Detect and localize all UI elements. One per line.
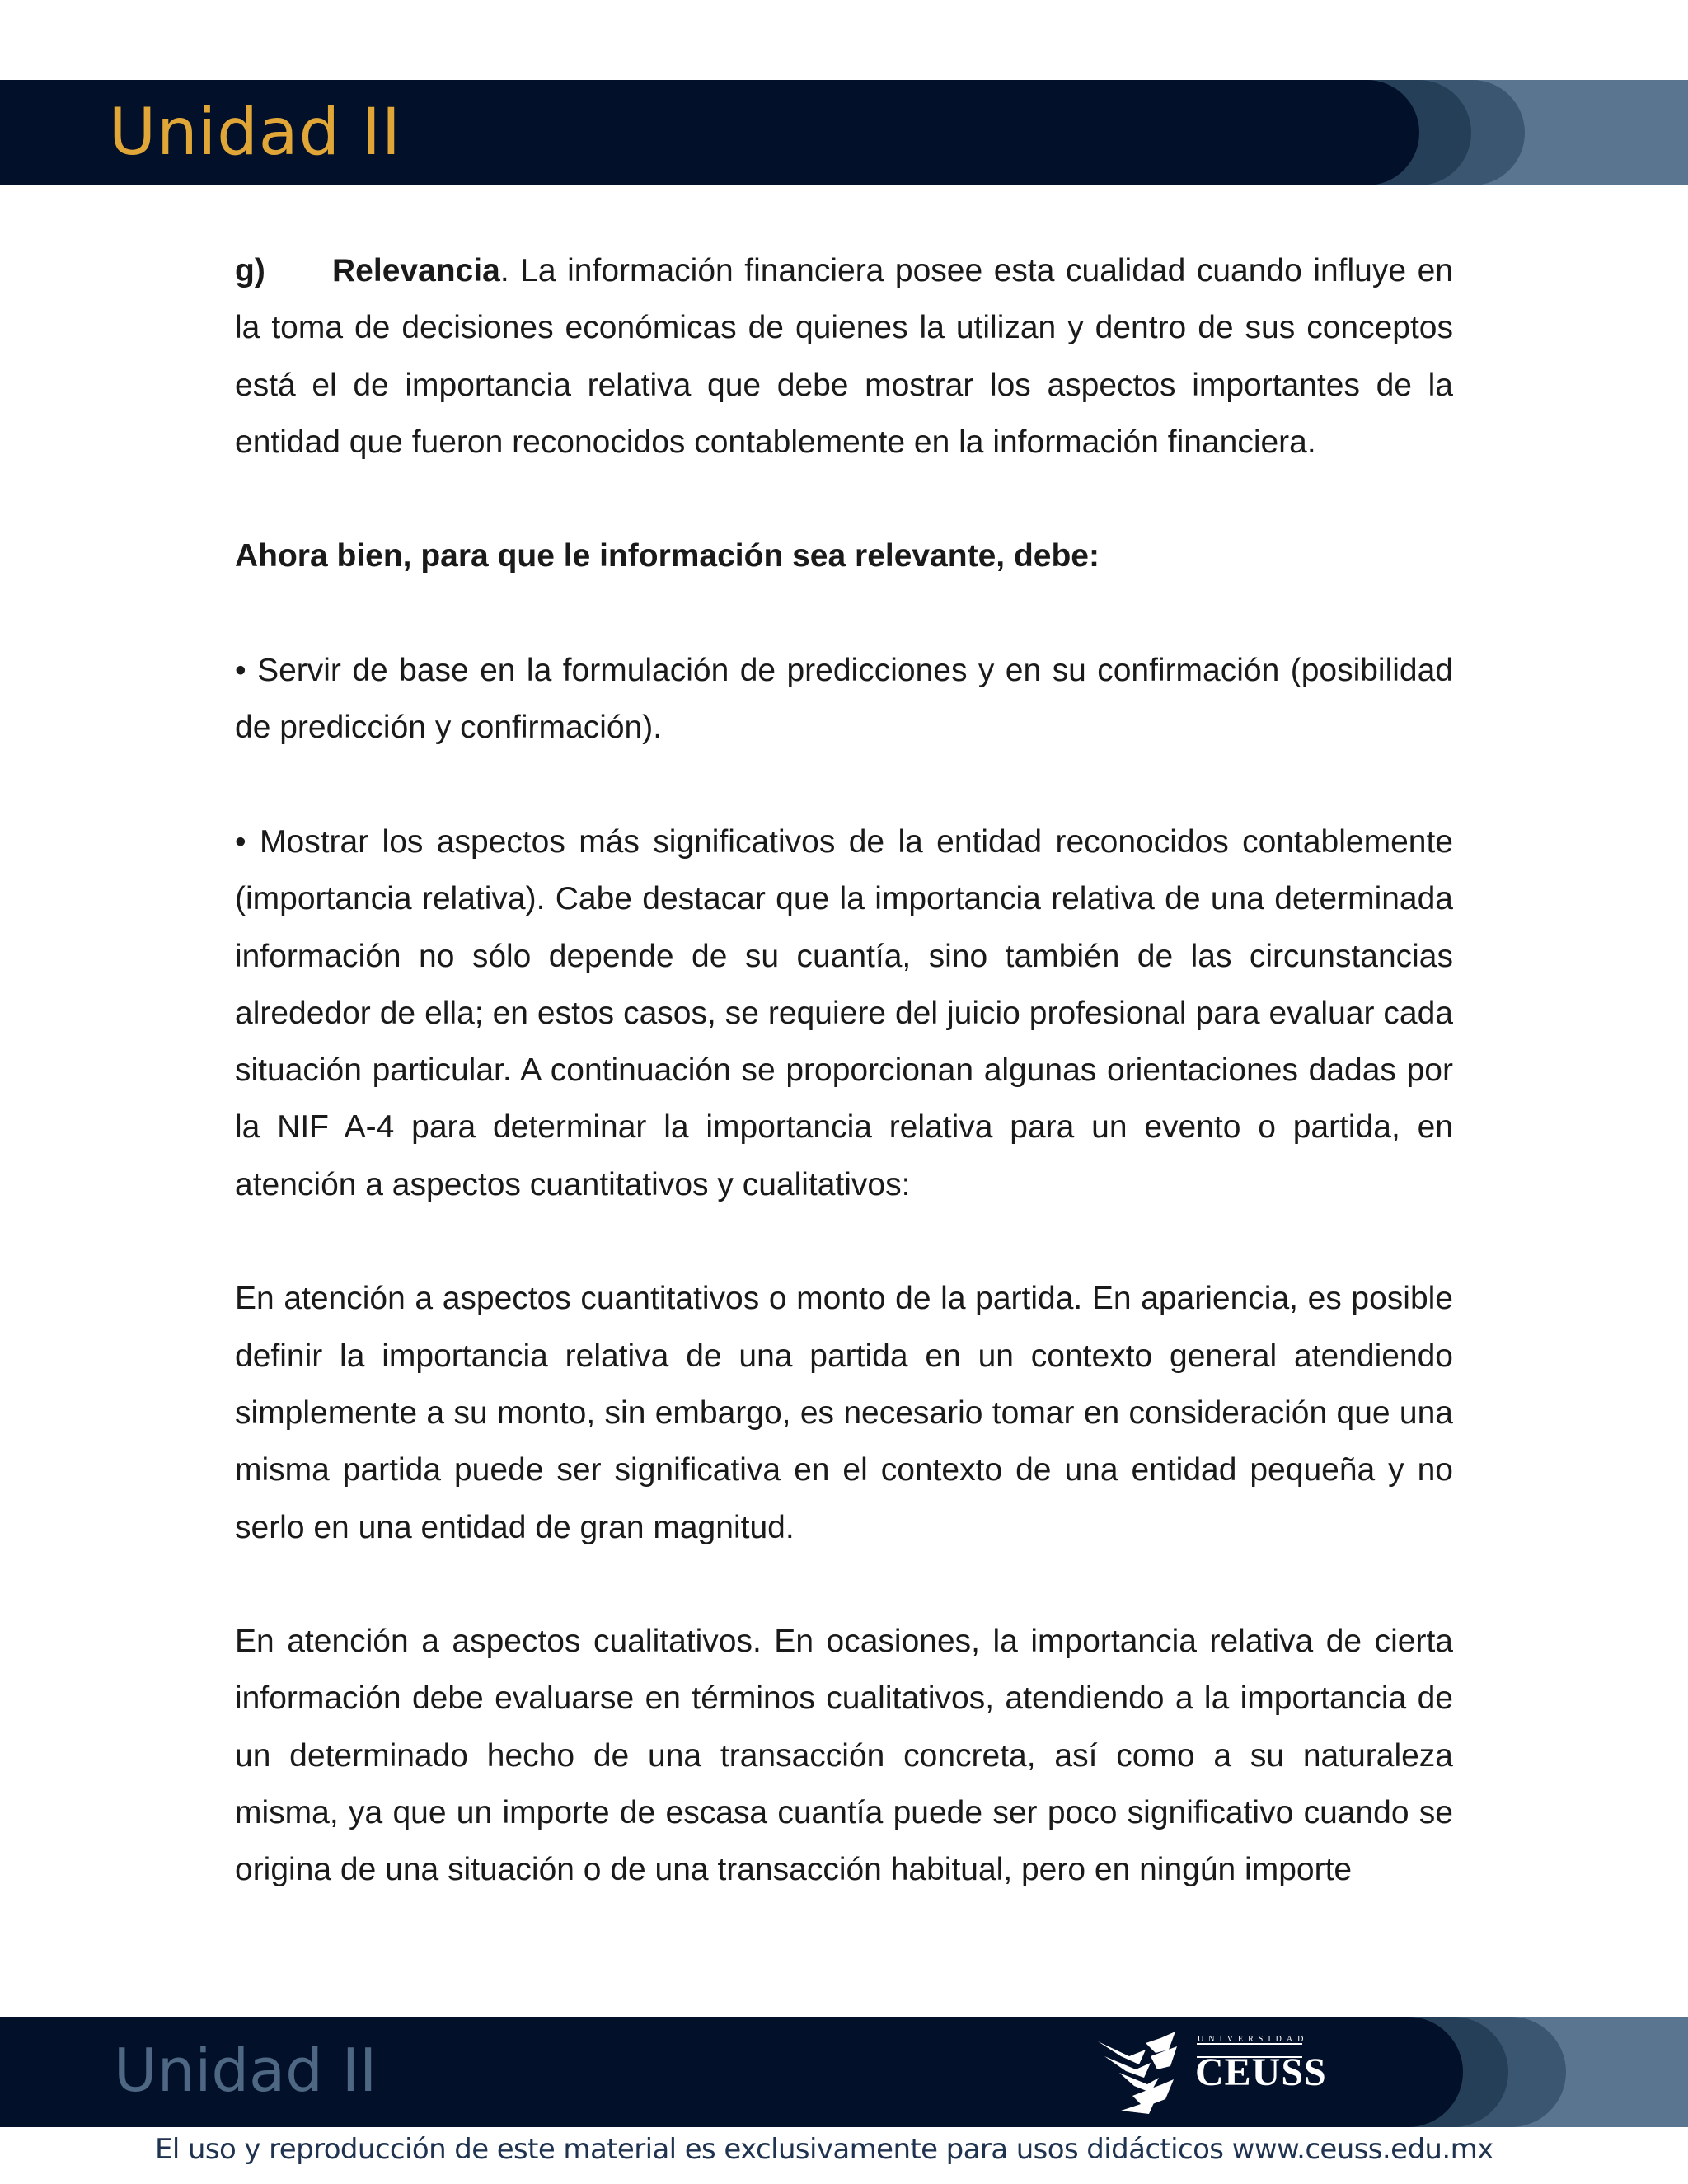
quantitative-paragraph: En atención a aspectos cuantitativos o monto de la partida. En apariencia, es posible definir la importancia relativa de una partida en un contexto general atendiendo simplemente a su monto, sin embargo, es necesario tomar en consideración que una misma partida puede ser significativa en el contexto de una entidad pequeña y no serlo en una entidad de gran magnitud.	[235, 1281, 1453, 1545]
footer-unit-title: Unidad II	[114, 2036, 377, 2105]
relevancia-paragraph	[235, 242, 1453, 471]
intro-heading: Ahora bien, para que le información sea relevante, debe:	[235, 538, 1100, 574]
bullet-importance: • Mostrar los aspectos más significativos de la entidad reconocidos contablemente (importancia relativa). Cabe destacar que la importancia relativa de una determinada información no sólo depende de su cuantía, sino también de las circunstancias alrededor de ella; en estos casos, se requiere del juicio profesional para evaluar cada situación particular. A continuación se proporcionan algunas orientaciones dadas por la NIF A-4 para determinar la importancia relativa para un evento o partida, en atención a aspectos cuantitativos y cualitativos:	[235, 823, 1453, 1202]
item-text: . La información financiera posee esta cualidad cuando influye en la toma de decisiones económicas de quienes la utilizan y dentro de sus conceptos está el de importancia relativa que debe mostrar los aspectos importantes de la entidad que fueron reconocidos contablemente en la información financiera.	[235, 253, 1453, 460]
logo-ceuss-text: CEUSS	[1195, 2050, 1327, 2094]
footer-disclaimer: El uso y reproducción de este material es exclusivamente para usos didácticos www.ceuss.edu.mx	[155, 2133, 1493, 2166]
item-term: Relevancia	[332, 253, 500, 288]
header-band	[0, 80, 1688, 185]
item-label: g)	[235, 253, 265, 288]
unit-title: Unidad II	[109, 96, 401, 170]
qualitative-paragraph: En atención a aspectos cualitativos. En ocasiones, la importancia relativa de cierta información debe evaluarse en términos cualitativos, atendiendo a la importancia de un determinado hecho de una transacción concreta, así como a su naturaleza misma, ya que un importe de escasa cuantía puede ser poco significativo cuando se origina de una situación o de una transacción habitual, pero en ningún importe	[235, 1624, 1453, 1888]
bullet-prediction: • Servir de base en la formulación de predicciones y en su confirmación (posibilidad de predicción y confirmación).	[235, 653, 1453, 746]
logo-universidad-text: UNIVERSIDAD	[1198, 2035, 1309, 2044]
footer-band	[0, 2017, 1688, 2127]
document-body	[235, 242, 1453, 1899]
